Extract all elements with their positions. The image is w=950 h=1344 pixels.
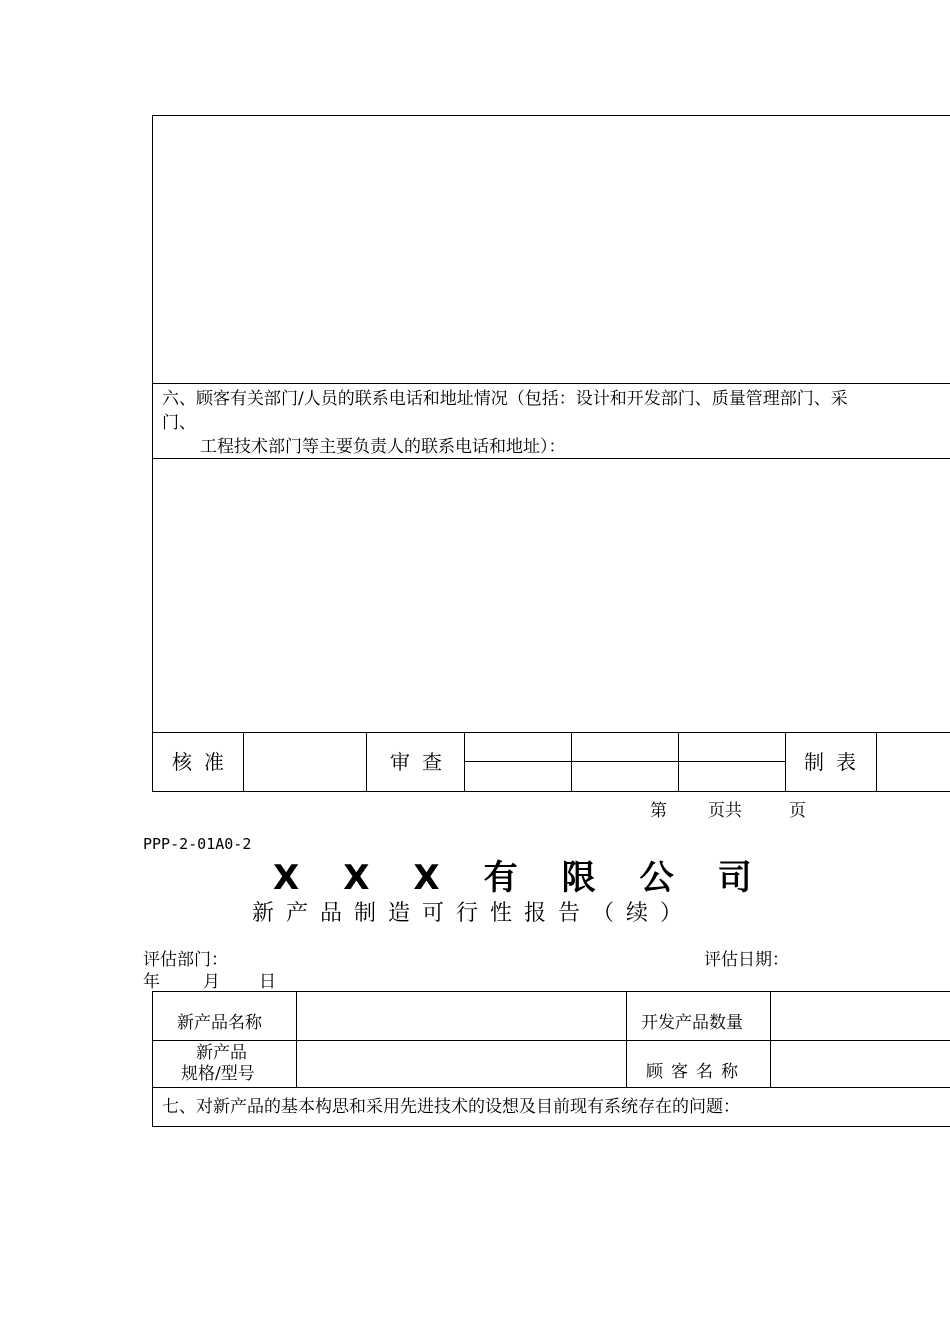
eval-year: 年 xyxy=(143,972,160,992)
review-signature-field[interactable] xyxy=(465,733,784,791)
lower-form-col-divider xyxy=(626,991,627,1087)
content-area-top[interactable] xyxy=(153,116,949,382)
approve-label: 核准 xyxy=(172,750,236,774)
section7-heading: 七、对新产品的基本构思和采用先进技术的设想及目前现有系统存在的问题： xyxy=(162,1097,740,1117)
spec-label-line2: 规格/型号 xyxy=(181,1064,255,1084)
product-name-field[interactable] xyxy=(297,992,625,1039)
section6-heading-line1: 六、顾客有关部门/人员的联系电话和地址情况（包括：设计和开发部门、质量管理部门、采 xyxy=(162,389,848,409)
eval-day: 日 xyxy=(259,972,276,992)
eval-dept-label: 评估部门： xyxy=(143,950,228,970)
page-number-prefix: 第 xyxy=(650,801,667,821)
section6-content-area[interactable] xyxy=(153,459,949,731)
report-title: 新产品制造可行性报告（续） xyxy=(252,901,695,926)
section6-heading-line2: 门、 xyxy=(162,413,196,433)
prepare-label: 制表 xyxy=(804,750,868,774)
quantity-label: 开发产品数量 xyxy=(641,1013,743,1033)
customer-name-label: 顾客名称 xyxy=(646,1062,746,1082)
lower-form-divider xyxy=(152,1087,950,1088)
approve-signature-field[interactable] xyxy=(244,733,365,791)
company-title: XXX有限公司 xyxy=(273,858,796,898)
quantity-field[interactable] xyxy=(771,992,949,1039)
page-number-middle: 页共 xyxy=(708,801,742,821)
spec-label-line1: 新产品 xyxy=(196,1043,247,1063)
form-code: PPP-2-01A0-2 xyxy=(143,835,252,853)
sign-row-divider xyxy=(366,732,367,792)
eval-month: 月 xyxy=(203,972,220,992)
section6-heading-line3: 工程技术部门等主要负责人的联系电话和地址）： xyxy=(200,437,566,457)
spec-field[interactable] xyxy=(297,1041,625,1086)
upper-form-divider xyxy=(152,383,950,384)
prepare-signature-field[interactable] xyxy=(877,733,949,791)
review-label: 审查 xyxy=(390,750,454,774)
sign-row-divider xyxy=(785,732,786,792)
product-name-label: 新产品名称 xyxy=(177,1013,262,1033)
customer-name-field[interactable] xyxy=(771,1041,949,1086)
eval-date-label: 评估日期： xyxy=(704,950,789,970)
page-number-suffix: 页 xyxy=(789,801,806,821)
